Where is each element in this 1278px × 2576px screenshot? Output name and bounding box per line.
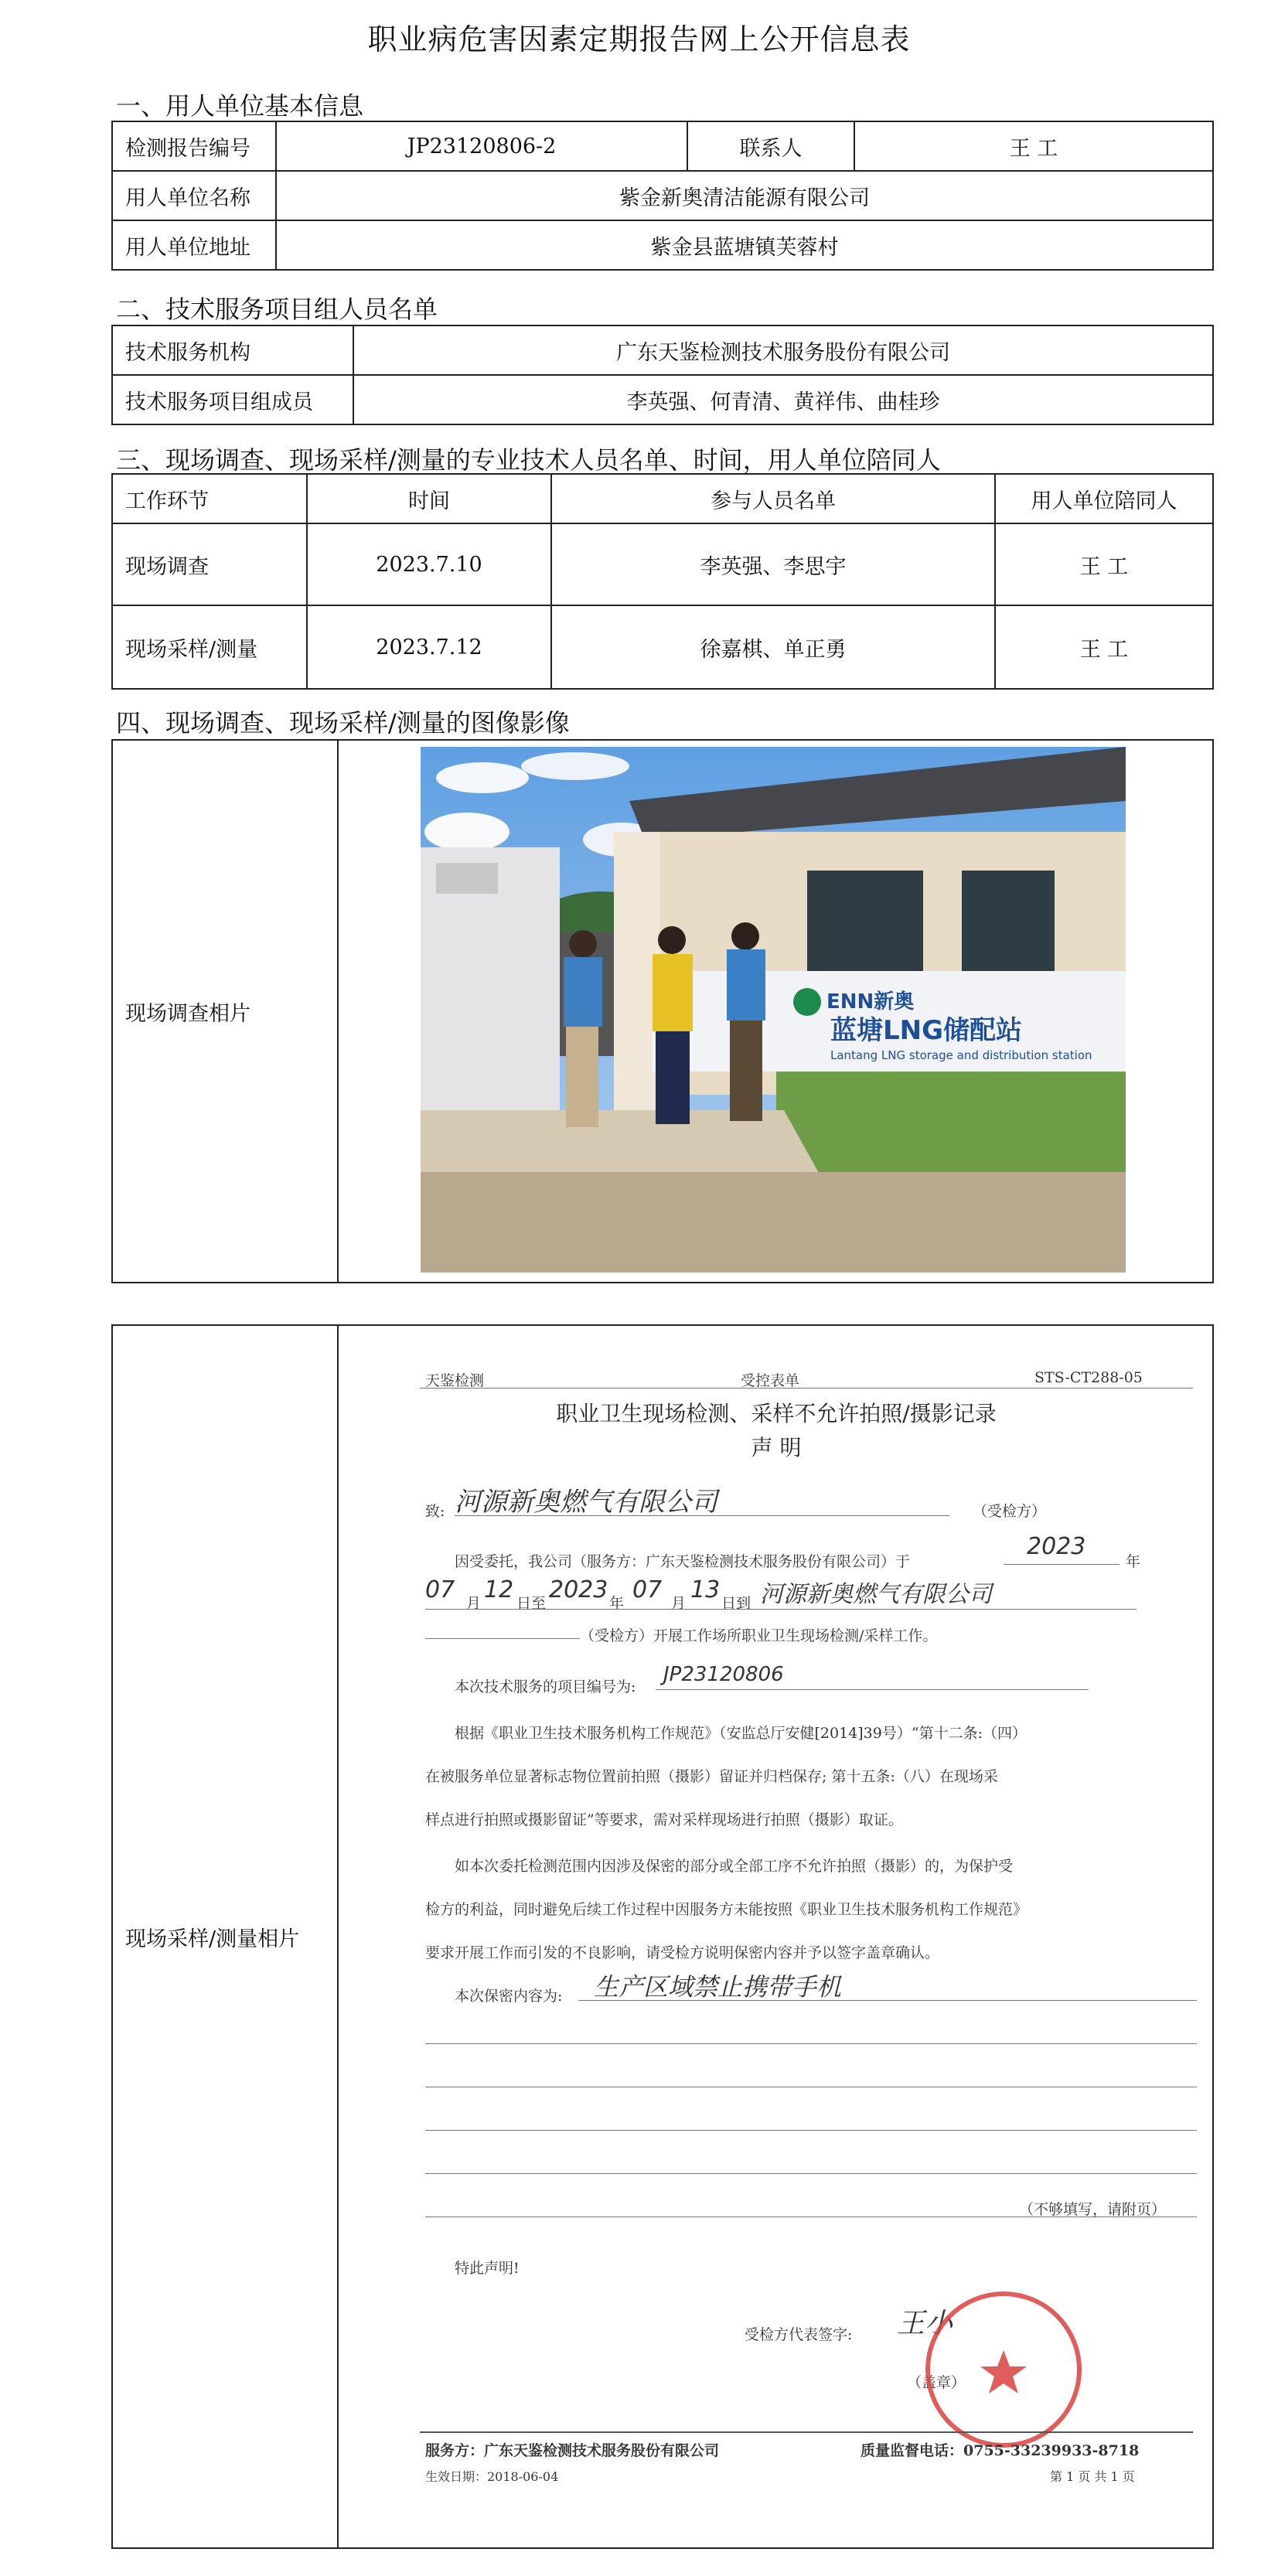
address-label: 用人单位地址 xyxy=(112,220,276,270)
form-yue1: 月 xyxy=(466,1595,482,1612)
no-photo-declaration-form xyxy=(339,1326,1212,2547)
form-mid-header: 受控表单 xyxy=(741,1372,800,1389)
form-p2-label: 本次技术服务的项目编号为: xyxy=(455,1678,636,1695)
form-ri-zhi: 日至 xyxy=(516,1595,547,1612)
row-escort: 王 工 xyxy=(995,605,1213,689)
form-p3-line2: 在被服务单位显著标志物位置前拍照（摄影）留证并归档保存; 第十五条:（八）在现场采 xyxy=(425,1768,998,1785)
sign-title: 蓝塘LNG储配站 xyxy=(830,1015,1023,1046)
form-p4-line3: 要求开展工作而引发的不良影响，请受检方说明保密内容并予以签字盖章确认。 xyxy=(425,1944,940,1961)
person-left xyxy=(564,930,602,1127)
form-footer-service: 服务方：广东天鉴检测技术服务股份有限公司 xyxy=(425,2442,720,2459)
form-to-suffix: （受检方） xyxy=(973,1503,1047,1520)
org-value: 广东天鉴检测技术服务股份有限公司 xyxy=(353,325,1213,375)
row-stage: 现场调查 xyxy=(112,523,307,605)
form-p5-handwriting: 生产区域禁止携带手机 xyxy=(594,1972,842,2002)
survey-photo-label: 现场调查相片 xyxy=(112,740,338,1283)
form-p2-handwriting: JP23120806 xyxy=(663,1663,784,1686)
form-to-label: 致: xyxy=(425,1503,445,1520)
form-left-header: 天鉴检测 xyxy=(425,1372,485,1389)
contact-value: 王 工 xyxy=(854,121,1213,171)
sampling-photo-label: 现场采样/测量相片 xyxy=(112,1325,338,2548)
col-stage: 工作环节 xyxy=(112,474,307,523)
person-right xyxy=(727,922,765,1121)
form-rep-signature: 王小 xyxy=(897,2308,953,2339)
members-value: 李英强、何青清、黄祥伟、曲桂珍 xyxy=(353,375,1213,424)
team-table xyxy=(111,325,1214,425)
section3-heading: 三、现场调查、现场采样/测量的专业技术人员名单、时间，用人单位陪同人 xyxy=(116,445,941,475)
table-row xyxy=(112,523,1213,605)
form-p3-line3: 样点进行拍照或摄影留证”等要求，需对采样现场进行拍照（摄影）取证。 xyxy=(425,1811,903,1828)
form-subtitle: 声 明 xyxy=(751,1435,802,1460)
site-photo-image xyxy=(421,747,1126,1273)
form-closing: 特此声明! xyxy=(455,2260,520,2277)
form-p4-line2: 检方的利益，同时避免后续工作过程中因服务方未能按照《职业卫生技术服务机构工作规范》 xyxy=(425,1901,1028,1918)
org-label: 技术服务机构 xyxy=(112,325,353,375)
company-label: 用人单位名称 xyxy=(112,171,276,220)
form-code: STS-CT288-05 xyxy=(1034,1369,1143,1386)
section2-heading: 二、技术服务项目组人员名单 xyxy=(116,295,438,324)
form-note: （不够填写，请附页） xyxy=(1019,2201,1167,2218)
form-p3-line1: 根据《职业卫生技术服务机构工作规范》（安监总厅安健[2014]39号）“第十二条:（四） xyxy=(455,1725,1027,1742)
report-no-label: 检测报告编号 xyxy=(112,121,276,171)
form-p1a: 因受委托，我公司（服务方：广东天鉴检测技术服务股份有限公司）于 xyxy=(455,1553,911,1570)
address-value: 紫金县蓝塘镇芙蓉村 xyxy=(276,220,1213,270)
form-footer-date: 生效日期：2018-06-04 xyxy=(425,2469,559,2484)
row-stage: 现场采样/测量 xyxy=(112,605,307,689)
staff-table xyxy=(111,473,1214,690)
report-no-value: JP23120806-2 xyxy=(276,121,687,171)
form-ri-dao: 日到 xyxy=(721,1595,751,1612)
form-to-handwriting: 河源新奥燃气有限公司 xyxy=(455,1487,717,1518)
section1-heading: 一、用人单位基本信息 xyxy=(116,91,364,121)
form-nian1: 年 xyxy=(1126,1553,1141,1570)
col-time: 时间 xyxy=(307,474,551,523)
form-day2: 13 xyxy=(690,1576,721,1603)
sampling-photo-table xyxy=(111,1324,1214,2549)
form-nian2: 年 xyxy=(609,1595,625,1612)
form-year1: 2023 xyxy=(1027,1533,1086,1560)
form-year2: 2023 xyxy=(549,1576,608,1603)
form-p4-line1: 如本次委托检测范围内因涉及保密的部分或全部工序不允许拍照（摄影）的，为保护受 xyxy=(455,1858,1014,1875)
site-survey-photo xyxy=(421,747,1126,1273)
row-staff: 李英强、李思宇 xyxy=(551,523,995,605)
form-p1-company-handwriting: 河源新奥燃气有限公司 xyxy=(760,1581,992,1608)
col-escort: 用人单位陪同人 xyxy=(995,474,1213,523)
contact-label: 联系人 xyxy=(687,121,854,171)
sign-brand: ENN新奥 xyxy=(826,990,915,1014)
section4-heading: 四、现场调查、现场采样/测量的图像影像 xyxy=(116,708,570,738)
col-staff: 参与人员名单 xyxy=(551,474,995,523)
row-time: 2023.7.10 xyxy=(307,523,551,605)
form-footer-phone: 质量监督电话：0755-33239933-8718 xyxy=(861,2442,1140,2459)
form-p1b: （受检方）开展工作场所职业卫生现场检测/采样工作。 xyxy=(580,1627,938,1644)
survey-photo-table xyxy=(111,739,1214,1283)
members-label: 技术服务项目组成员 xyxy=(112,375,353,424)
page-title: 职业病危害因素定期报告网上公开信息表 xyxy=(367,22,911,56)
company-seal xyxy=(911,2285,1096,2455)
row-staff: 徐嘉棋、单正勇 xyxy=(551,605,995,689)
form-footer-page: 第 1 页 共 1 页 xyxy=(1050,2469,1135,2484)
form-rep-label: 受检方代表签字: xyxy=(745,2326,853,2343)
form-month2: 07 xyxy=(632,1576,663,1603)
person-middle xyxy=(653,926,693,1124)
sign-subtitle: Lantang LNG storage and distribution station xyxy=(830,1048,1092,1062)
basic-info-table xyxy=(111,121,1214,271)
row-time: 2023.7.12 xyxy=(307,605,551,689)
form-month1: 07 xyxy=(425,1576,455,1603)
company-value: 紫金新奥清洁能源有限公司 xyxy=(276,171,1213,220)
form-day1: 12 xyxy=(484,1576,514,1603)
table-row xyxy=(112,605,1213,689)
row-escort: 王 工 xyxy=(995,523,1213,605)
form-stamp-label: （盖章） xyxy=(907,2374,966,2391)
form-p5-label: 本次保密内容为: xyxy=(455,1988,563,2005)
form-title: 职业卫生现场检测、采样不允许拍照/摄影记录 xyxy=(556,1401,997,1426)
form-yue2: 月 xyxy=(671,1595,687,1612)
